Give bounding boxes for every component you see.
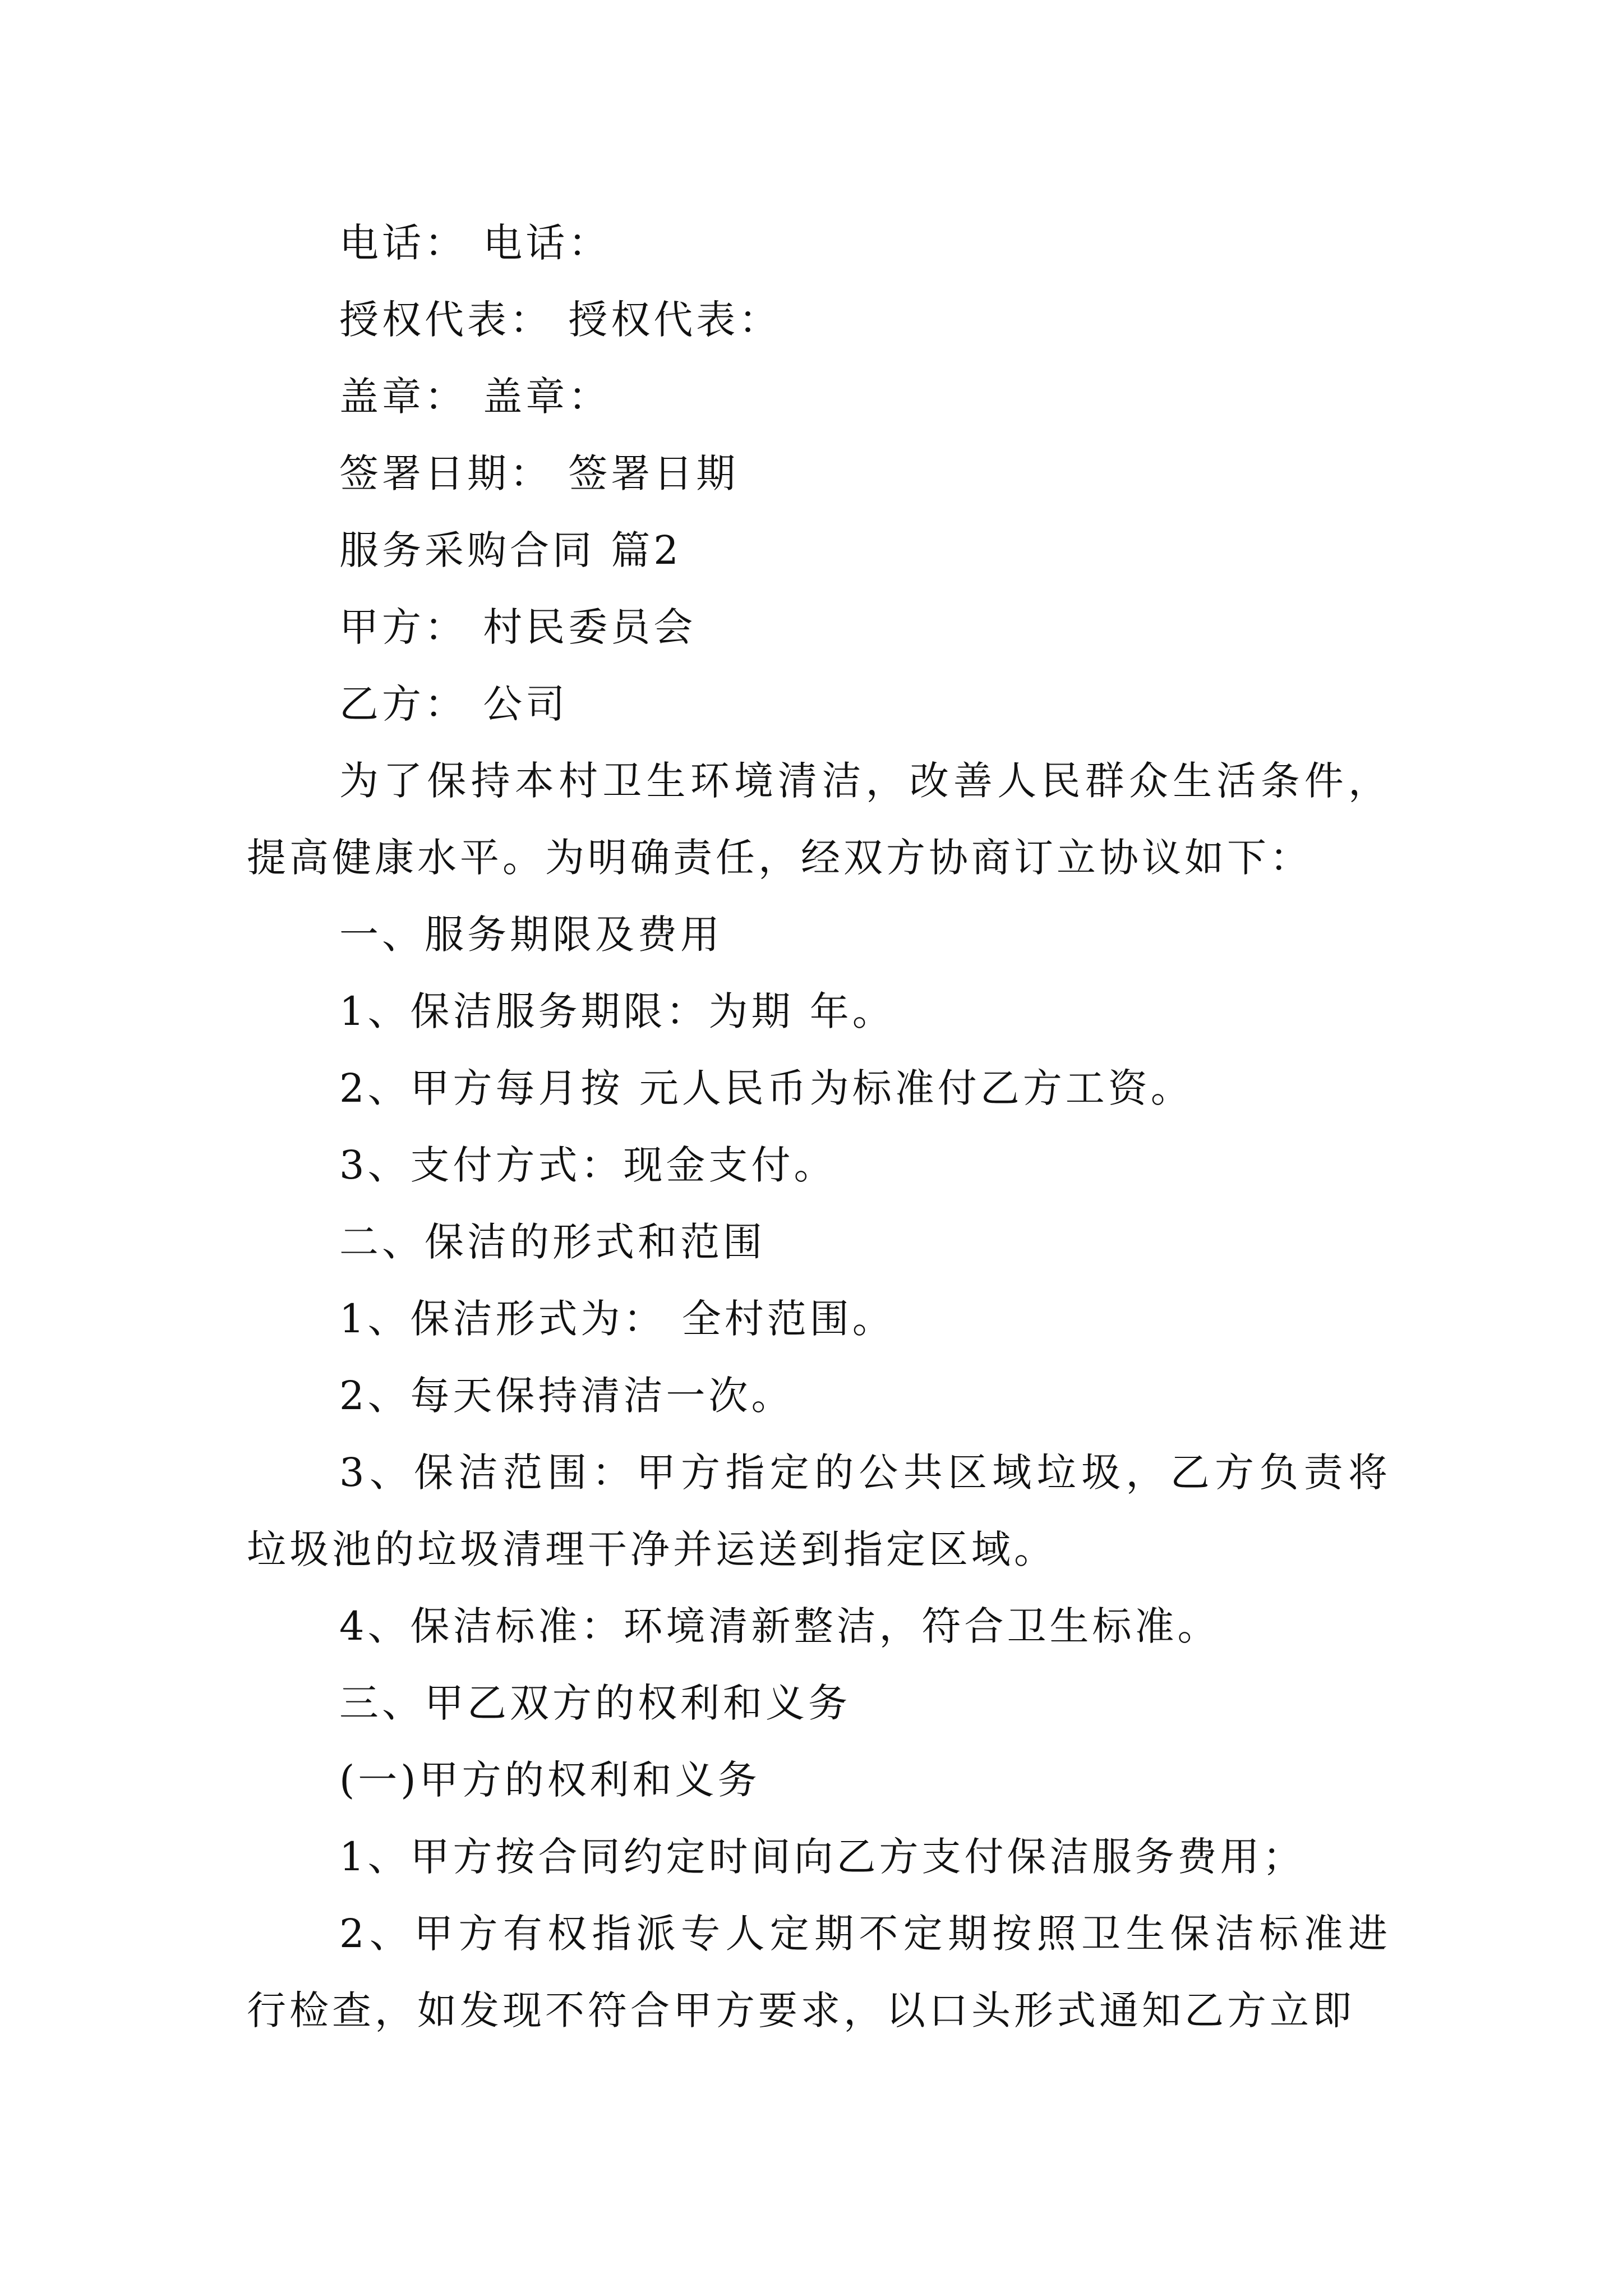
clause-1-1: 1、保洁服务期限：为期 年。 <box>339 988 895 1034</box>
clause-2-2: 2、每天保持清洁一次。 <box>339 1373 794 1419</box>
seal-line: 盖章： 盖章： <box>339 374 611 420</box>
clause-3-1-1: 1、甲方按合同约定时间向乙方支付保洁服务费用； <box>339 1834 1306 1880</box>
subsection-3-1-heading: (一)甲方的权利和义务 <box>339 1757 760 1803</box>
contract-title: 服务采购合同 篇2 <box>339 527 682 573</box>
party-a-line: 甲方： 村民委员会 <box>339 604 697 650</box>
phone-line: 电话： 电话： <box>339 220 611 266</box>
clause-2-3-line-2: 垃圾池的垃圾清理干净并运送到指定区域。 <box>247 1526 1057 1572</box>
party-b-line: 乙方： 公司 <box>339 681 569 727</box>
section-1-heading: 一、服务期限及费用 <box>339 912 723 958</box>
document-body <box>247 205 1391 2049</box>
clause-2-3-line-1: 3、保洁范围：甲方指定的公共区域垃圾，乙方负责将 <box>339 1450 1391 1496</box>
clause-2-4: 4、保洁标准：环境清新整洁，符合卫生标准。 <box>339 1603 1220 1649</box>
section-2-heading: 二、保洁的形式和范围 <box>339 1219 766 1265</box>
authorized-rep-line: 授权代表： 授权代表： <box>339 297 782 343</box>
intro-paragraph-line-2: 提高健康水平。为明确责任，经双方协商订立协议如下： <box>247 835 1312 881</box>
clause-1-3: 3、支付方式：现金支付。 <box>339 1142 837 1188</box>
clause-1-2: 2、甲方每月按 元人民币为标准付乙方工资。 <box>339 1065 1193 1111</box>
clause-3-1-2-line-1: 2、甲方有权指派专人定期不定期按照卫生保洁标准进 <box>339 1911 1391 1957</box>
section-3-heading: 三、甲乙双方的权利和义务 <box>339 1680 851 1726</box>
intro-paragraph-line-1: 为了保持本村卫生环境清洁，改善人民群众生活条件， <box>339 758 1391 804</box>
clause-3-1-2-line-2: 行检查，如发现不符合甲方要求，以口头形式通知乙方立即 <box>247 1987 1355 2033</box>
sign-date-line: 签署日期： 签署日期 <box>339 450 739 496</box>
clause-2-1: 1、保洁形式为： 全村范围。 <box>339 1296 895 1342</box>
